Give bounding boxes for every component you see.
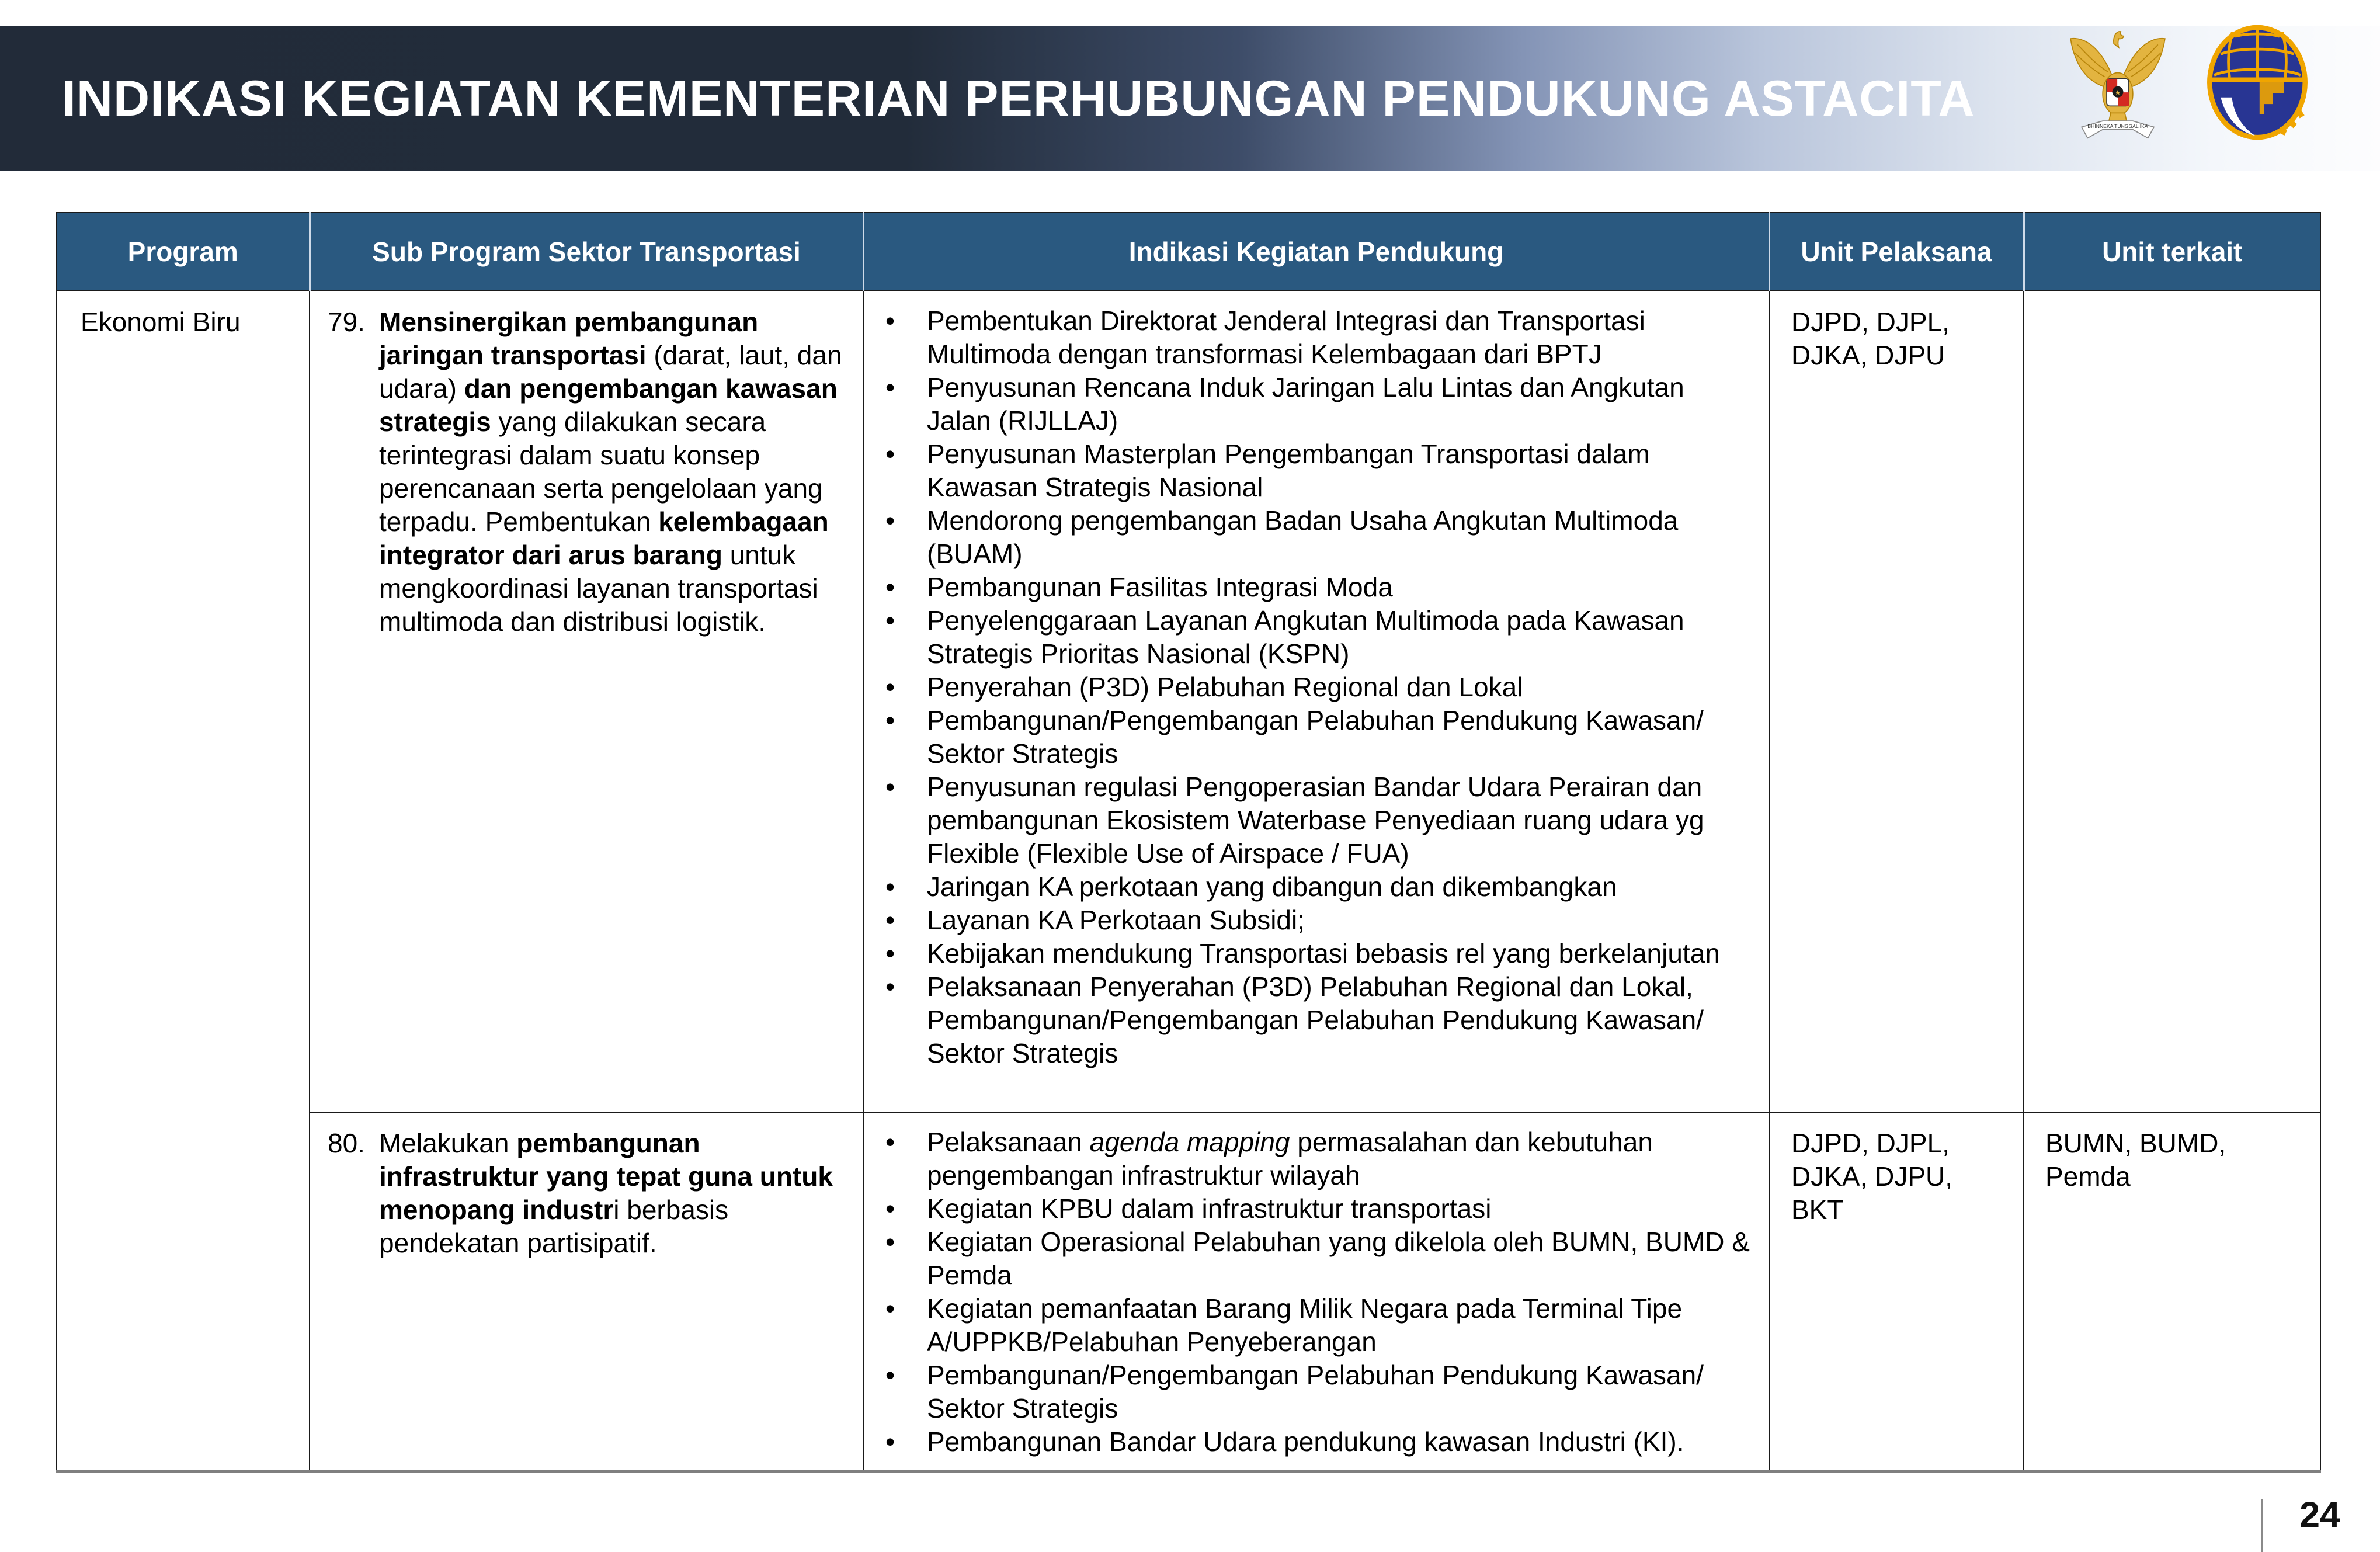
bullet-item: • Penyusunan Rencana Induk Jaringan Lalu Lintas dan Angkutan Jalan (RIJLLAJ) (877, 371, 1752, 438)
footer-divider-line (2261, 1499, 2263, 1552)
sub-program-cell-80 (310, 1112, 863, 1472)
table-row (57, 291, 2320, 1112)
bullet-item: • Pembangunan/Pengembangan Pelabuhan Pendukung Kawasan/ Sektor Strategis (877, 704, 1752, 770)
bullet-item: • Mendorong pengembangan Badan Usaha Angkutan Multimoda (BUAM) (877, 504, 1752, 571)
kemenhub-logo (2202, 16, 2313, 151)
sub-program-text: Melakukan pembangunan infrastruktur yang tepat guna untuk menopang industri berbasis pendekatan partisipatif. (379, 1128, 833, 1258)
svg-text:BHINNEKA TUNGGAL IKA: BHINNEKA TUNGGAL IKA (2087, 123, 2148, 129)
bullet-item: • Pelaksanaan agenda mapping permasalahan dan kebutuhan pengembangan infrastruktur wilayah (877, 1126, 1752, 1192)
bullet-item: • Pelaksanaan Penyerahan (P3D) Pelabuhan Regional dan Lokal, Pembangunan/Pengembangan Pelabuhan Pendukung Kawasan/ Sektor Strategis (877, 970, 1752, 1070)
bullet-item: • Penyusunan regulasi Pengoperasian Bandar Udara Perairan dan pembangunan Ekosistem Waterbase Penyediaan ruang udara yg Flexible (Flexible Use of Airspace / FUA) (877, 770, 1752, 870)
bullet-item: • Pembangunan Bandar Udara pendukung kawasan Industri (KI). (877, 1425, 1752, 1459)
bullet-list (877, 1126, 1752, 1459)
indikasi-cell-79 (863, 291, 1769, 1112)
unit-terkait-cell-79 (2024, 291, 2320, 1112)
page-title: INDIKASI KEGIATAN KEMENTERIAN PERHUBUNGAN PENDUKUNG ASTACITA (62, 70, 1975, 127)
logo-group (2068, 11, 2313, 157)
bullet-item: • Penyusunan Masterplan Pengembangan Transportasi dalam Kawasan Strategis Nasional (877, 438, 1752, 504)
bullet-list (877, 304, 1752, 1070)
page-number: 24 (2299, 1495, 2341, 1536)
sub-program-text: Mensinergikan pembangunan jaringan transportasi (darat, laut, dan udara) dan pengembangan kawasan strategis yang dilakukan secara terintegrasi dalam suatu konsep perencanaan serta pengelolaan yang terpadu. Pembentukan kelembagaan integrator dari arus barang untuk mengkoordinasi layanan transportasi multimoda dan distribusi logistik. (379, 307, 842, 637)
item-number: 79. (328, 307, 365, 337)
column-header-sub-program: Sub Program Sektor Transportasi (310, 213, 863, 291)
column-header-unit-terkait: Unit terkait (2024, 213, 2320, 291)
bullet-item: • Pembangunan Fasilitas Integrasi Moda (877, 571, 1752, 604)
title-bar (0, 26, 2380, 171)
unit-pelaksana-cell-80: DJPD, DJPL, DJKA, DJPU, BKT (1769, 1112, 2024, 1472)
bullet-item: • Kebijakan mendukung Transportasi bebasis rel yang berkelanjutan (877, 937, 1752, 970)
item-number: 80. (328, 1128, 365, 1158)
program-cell: Ekonomi Biru (57, 291, 310, 1472)
svg-text:★: ★ (2114, 88, 2121, 96)
bullet-item: • Kegiatan pemanfaatan Barang Milik Negara pada Terminal Tipe A/UPPKB/Pelabuhan Penyeberangan (877, 1292, 1752, 1359)
sub-program-cell-79 (310, 291, 863, 1112)
bullet-item: • Pembentukan Direktorat Jenderal Integrasi dan Transportasi Multimoda dengan transformasi Kelembagaan dari BPTJ (877, 304, 1752, 371)
column-header-indikasi: Indikasi Kegiatan Pendukung (863, 213, 1769, 291)
table-header-row (57, 213, 2320, 291)
unit-pelaksana-cell-79: DJPD, DJPL, DJKA, DJPU (1769, 291, 2024, 1112)
program-table (56, 212, 2321, 1473)
table-row (57, 1112, 2320, 1472)
column-header-program: Program (57, 213, 310, 291)
bullet-item: • Penyerahan (P3D) Pelabuhan Regional dan Lokal (877, 671, 1752, 704)
column-header-unit-pelaksana: Unit Pelaksana (1769, 213, 2024, 291)
bullet-item: • Penyelenggaraan Layanan Angkutan Multimoda pada Kawasan Strategis Prioritas Nasional (KSPN) (877, 604, 1752, 671)
garuda-pancasila-logo (2068, 15, 2168, 152)
bullet-item: • Kegiatan KPBU dalam infrastruktur transportasi (877, 1192, 1752, 1225)
bullet-item: • Kegiatan Operasional Pelabuhan yang dikelola oleh BUMN, BUMD & Pemda (877, 1225, 1752, 1292)
bullet-item: • Jaringan KA perkotaan yang dibangun dan dikembangkan (877, 870, 1752, 904)
bullet-item: • Layanan KA Perkotaan Subsidi; (877, 904, 1752, 937)
bullet-item: • Pembangunan/Pengembangan Pelabuhan Pendukung Kawasan/ Sektor Strategis (877, 1359, 1752, 1425)
indikasi-cell-80 (863, 1112, 1769, 1472)
unit-terkait-cell-80: BUMN, BUMD, Pemda (2024, 1112, 2320, 1472)
